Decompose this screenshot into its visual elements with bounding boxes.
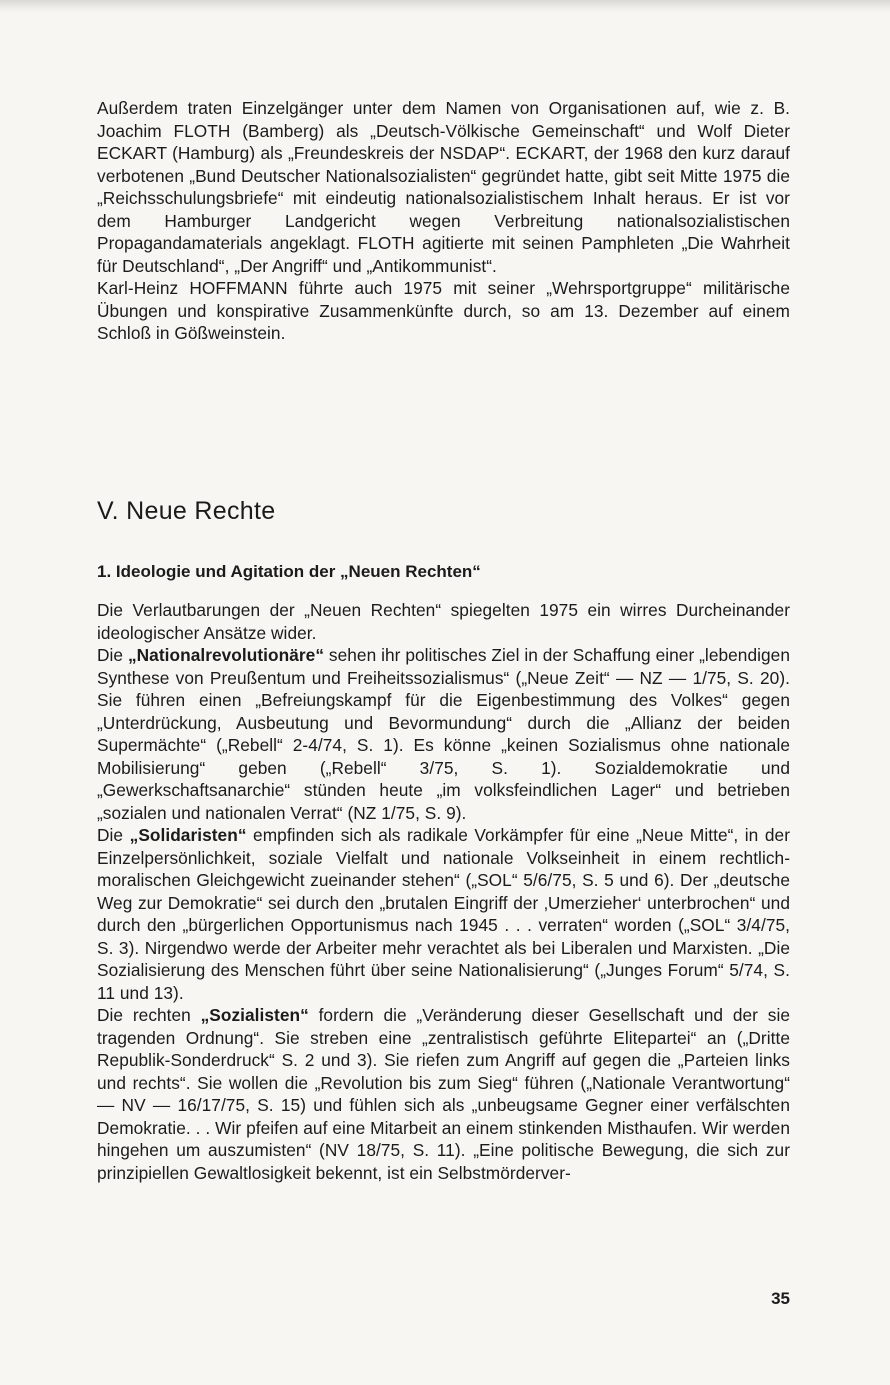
body-text: sehen ihr politisches Ziel in der Schaffung einer „lebendigen Synthese von Preußentum und Freiheitssozialismus“ („Neue Zeit“ — NZ — 1/75, S. 20). Sie führen einen „Befreiungskampf für die Eigenbestimmung des Volkes“ gegen „Unterdrückung, Ausbeutung und Bevormundung“ durch die „Allianz der beiden Supermächte“ („Rebell“ 2-4/74, S. 1). Es könne „keinen Sozialismus ohne nationale Mobilisierung“ geben („Rebell“ 3/75, S. 1). Sozialdemokratie und „Gewerkschaftsanarchie“ stünden heute „im volksfeindlichen Lager“ und betrieben „sozialen und nationalen Verrat“ (NZ 1/75, S. 9). (97, 645, 790, 823)
body-text: fordern die „Veränderung dieser Gesellschaft und der sie tragenden Ordnung“. Sie streben eine „zentralistisch geführte Elitepartei“ an („Dritte Republik-Sonderdruck“ S. 2 und 3). Sie riefen zum Angriff auf gegen die „Parteien links und rechts“. Sie wollen die „Revolution bis zum Sieg“ führen („Nationale Verantwortung“ — NV — 16/17/75, S. 15) und fühlen sich als „unbeugsame Gegner einer verfälschten Demokratie. . . Wir pfeifen auf eine Mitarbeit an einem stinkenden Misthaufen. Wir werden hingehen um auszumisten“ (NV 18/75, S. 11). „Eine politische Bewegung, die sich zur prinzipiellen Gewaltlosigkeit bekennt, ist ein Selbstmörderver- (97, 1005, 790, 1183)
body-text: empfinden sich als radikale Vorkämpfer für eine „Neue Mitte“, in der Einzelpersönlichkeit, soziale Vielfalt und nationale Volkseinheit in einem rechtlich-moralischen Gleichgewicht zueinander stehen“ („SOL“ 5/6/75, S. 5 und 6). Der „deutsche Weg zur Demokratie“ sei durch den „brutalen Eingriff der ‚Umerzieher‘ unterbrochen“ und durch den „bürgerlichen Opportunismus nach 1945 . . . verraten“ worden („SOL“ 3/4/75, S. 3). Nirgendwo werde der Arbeiter mehr verachtet als bei Liberalen und Marxisten. „Die Sozialisierung des Menschen führt über seine Nationalisierung“ („Junges Forum“ 5/74, S. 11 und 13). (97, 825, 791, 1003)
scan-top-edge (0, 0, 890, 14)
paragraph-nationalrevolutionaere (97, 644, 790, 824)
lead-text: Die (97, 825, 130, 845)
paragraph-sozialisten (97, 1004, 790, 1184)
paragraph-verlautbarungen: Die Verlautbarungen der „Neuen Rechten“ spiegelten 1975 ein wirres Durcheinander ideologischer Ansätze wider. (97, 600, 790, 643)
paragraph-hoffmann: Karl-Heinz HOFFMANN führte auch 1975 mit seiner „Wehrsportgruppe“ militärische Übungen und konspirative Zusammenkünfte durch, so am 13. Dezember auf einem Schloß in Gößweinstein. (97, 278, 790, 343)
section-body (97, 599, 790, 1184)
lead-text: Die (97, 645, 128, 665)
term-nationalrevolutionaere: „Nationalrevolutionäre“ (127, 645, 325, 665)
section-heading: 1. Ideologie und Agitation der „Neuen Rechten“ (97, 562, 481, 581)
chapter-heading: V. Neue Rechte (97, 497, 276, 525)
intro-block (97, 97, 790, 345)
paragraph-einzelgaenger: Außerdem traten Einzelgänger unter dem Namen von Organisationen auf, wie z. B. Joachim FLOTH (Bamberg) als „Deutsch-Völkische Gemeinschaft“ und Wolf Dieter ECKART (Hamburg) als „Freundeskreis der NSDAP“. ECKART, der 1968 den kurz darauf verbotenen „Bund Deutscher Nationalsozialisten“ gegründet hatte, gibt seit Mitte 1975 die „Reichsschulungsbriefe“ mit eindeutig nationalsozialistischem Inhalt heraus. Er ist vor dem Hamburger Landgericht wegen Verbreitung nationalsozialistischen Propagandamaterials angeklagt. FLOTH agitierte mit seinen Pamphleten „Die Wahrheit für Deutschland“, „Der Angriff“ und „Antikommunist“. (97, 98, 790, 276)
page-number: 35 (771, 1289, 790, 1308)
term-solidaristen: „Solidaristen“ (129, 825, 247, 845)
lead-text: Die rechten (97, 1005, 201, 1025)
paragraph-solidaristen (97, 824, 790, 1004)
term-sozialisten: „Sozialisten“ (200, 1005, 309, 1025)
